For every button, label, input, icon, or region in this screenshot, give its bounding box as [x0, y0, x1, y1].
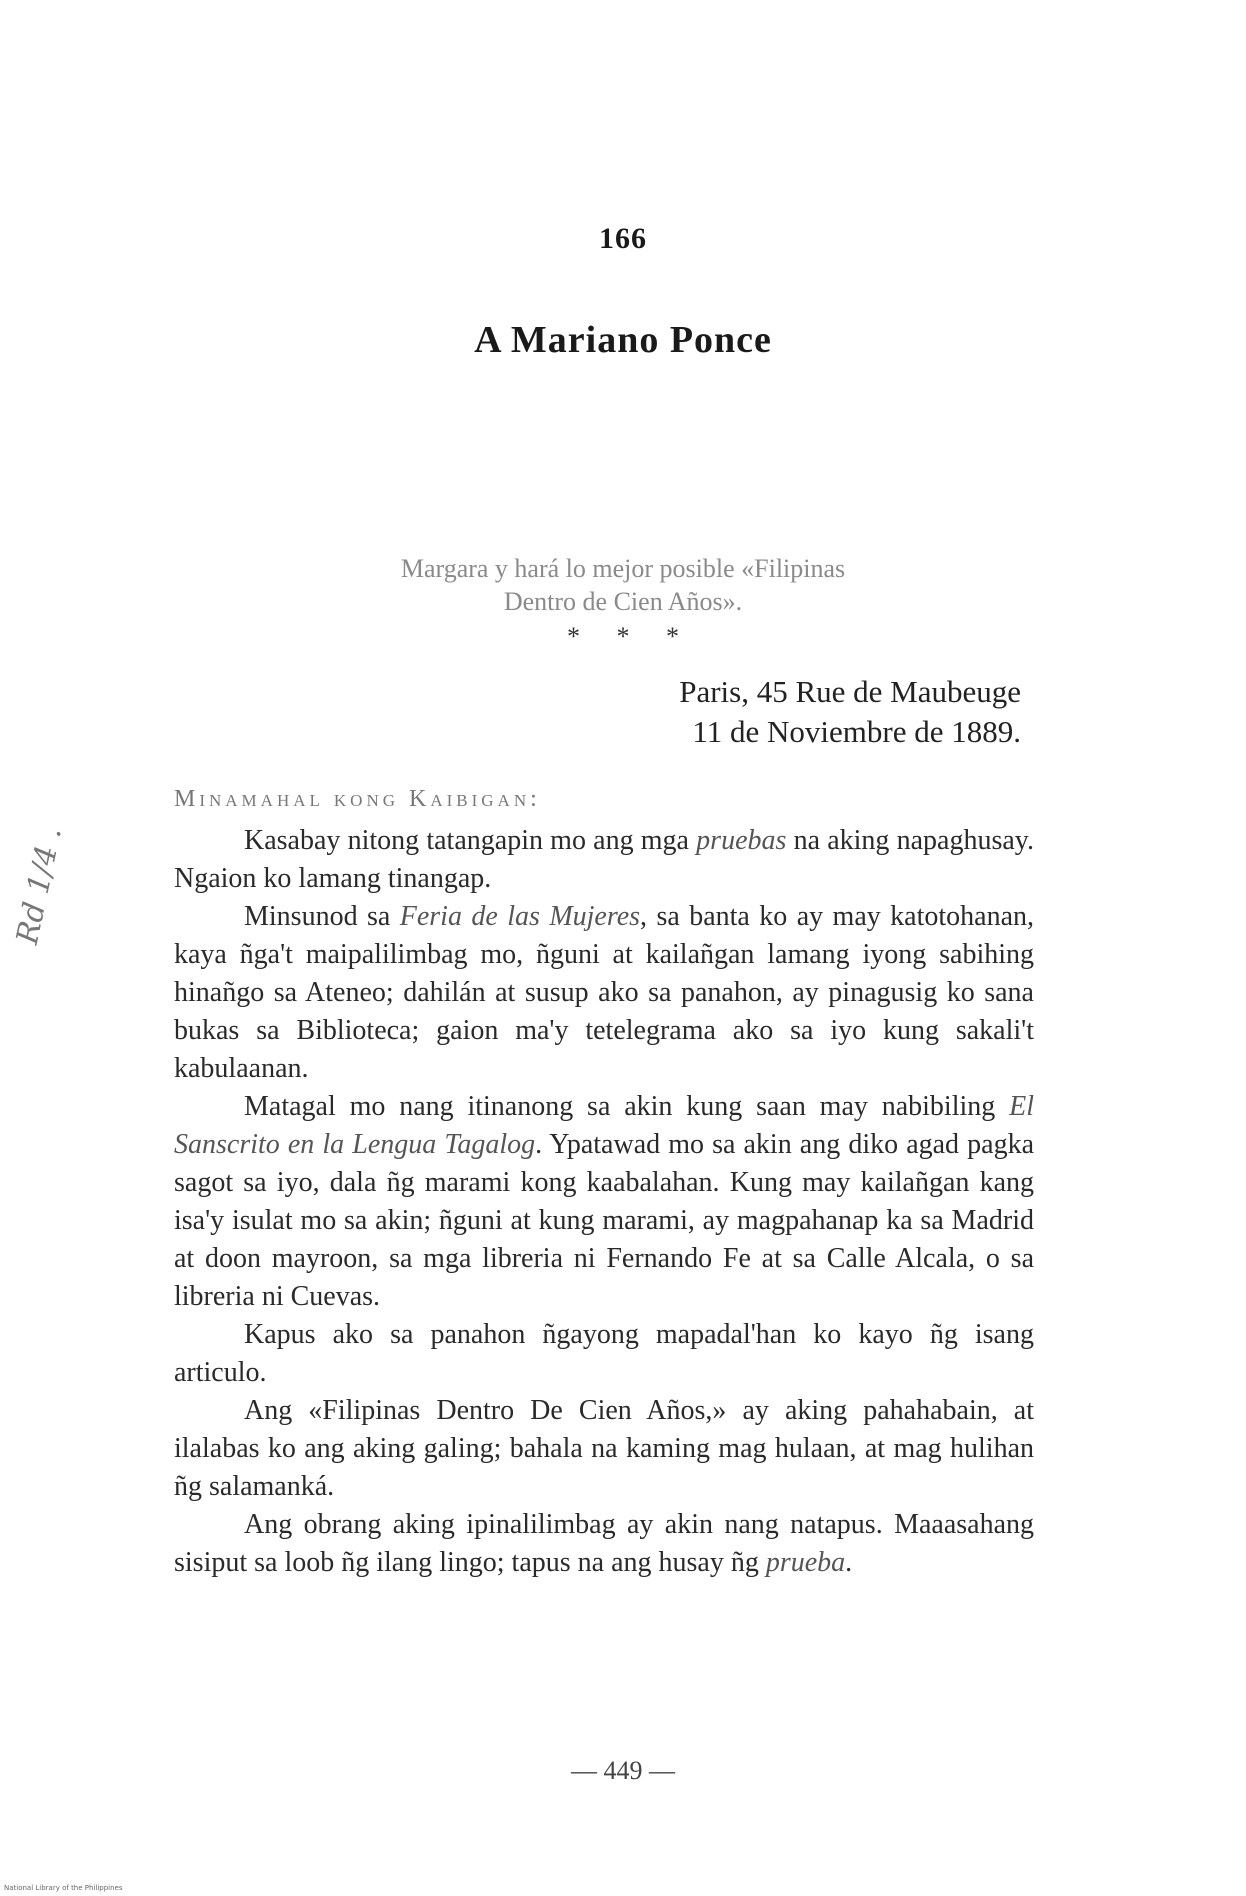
paragraph: Minsunod sa Feria de las Mujeres, sa banta ko ay may katotohanan, kaya ñga't maipalilimbag mo, ñguni at kailañgan lamang iyong sabihing hinañgo sa Ateneo; dahilán at susup ako sa panahon, ay pinagusig ko sana bukas sa Biblioteca; gaion ma'y tetelegrama ako sa iyo kung sakali't kabulaanan.	[174, 901, 1035, 1084]
paragraph: Kasabay nitong tatangapin mo ang mga pruebas na aking napaghusay. Ngaion ko lamang tinangap.	[174, 825, 1034, 894]
handwritten-margin-note: Rd 1/4 .	[10, 823, 69, 948]
letter-date: 11 de Noviembre de 1889.	[692, 714, 1021, 749]
epigraph-line-1: Margara y hará lo mejor posible «Filipinas	[400, 554, 846, 583]
paragraph: Ang «Filipinas Dentro De Cien Años,» ay aking pahahabain, at ilalabas ko ang aking galing; bahala na kaming mag hulaan, at mag hulihan ñg salamanká.	[174, 1395, 1034, 1502]
page-number-bottom: — 449 —	[571, 1756, 675, 1785]
page-number-top: 166	[599, 222, 647, 255]
letter-body	[174, 822, 1034, 1582]
place-date	[679, 672, 1021, 752]
paragraph: Matagal mo nang itinanong sa akin kung saan may nabibiling El Sanscrito en la Lengua Tagalog. Ypatawad mo sa akin ang diko agad pagka sagot sa iyo, dala ñg marami kong kaabalahan. Kung may kailañgan kang isa'y isulat mo sa akin; ñguni at kung marami, ay magpahanap ka sa Madrid at doon mayroon, sa mga libreria ni Fernando Fe at sa Calle Alcala, o sa libreria ni Cuevas.	[174, 1091, 1034, 1312]
paragraph: Ang obrang aking ipinalilimbag ay akin nang natapus. Maaasahang sisiput sa loob ñg ilang lingo; tapus na ang husay ñg prueba.	[174, 1509, 1034, 1578]
letter-place: Paris, 45 Rue de Maubeuge	[679, 674, 1021, 709]
salutation: Minamahal kong Kaibigan:	[174, 786, 541, 812]
footer-credit: National Library of the Philippines	[4, 1884, 123, 1892]
section-stars: * * *	[567, 622, 679, 651]
letter-title: A Mariano Ponce	[474, 319, 772, 361]
epigraph	[0, 552, 1246, 618]
paragraph: Kapus ako sa panahon ñgayong mapadal'han ko kayo ñg isang articulo.	[174, 1319, 1034, 1388]
epigraph-line-2: Dentro de Cien Años».	[503, 587, 743, 616]
